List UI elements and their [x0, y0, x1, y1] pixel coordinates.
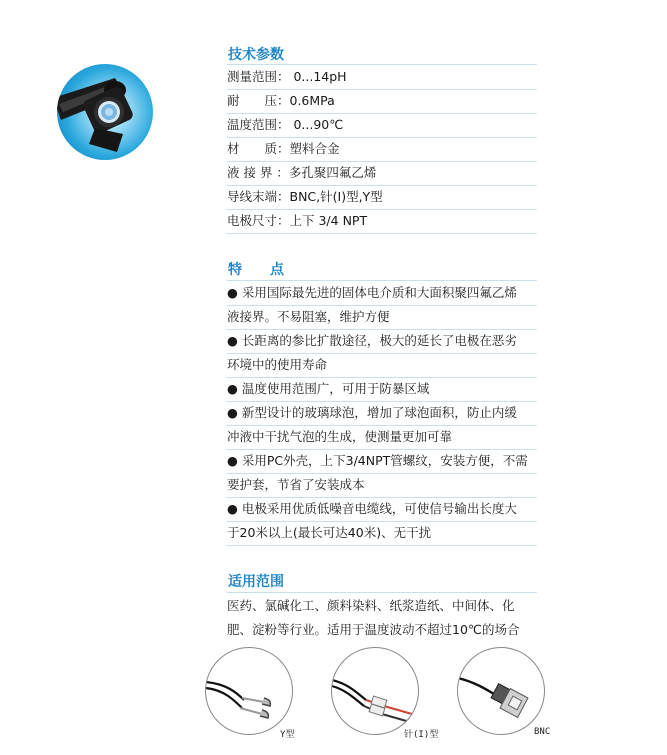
connector-y-label: Y型	[280, 730, 295, 740]
feature-line: ● 长距离的参比扩散途径，极大的延长了电极在恶劣	[227, 329, 537, 354]
spec-title: 技术参数	[228, 47, 284, 63]
applications-title-divider	[227, 592, 537, 593]
feature-line: ● 采用国际最先进的固体电介质和大面积聚四氟乙烯	[227, 281, 537, 306]
connector-pin-label: 针(I)型	[404, 730, 439, 740]
feature-line: ● 采用PC外壳，上下3/4NPT管螺纹，安装方便，不需	[227, 449, 537, 474]
feature-line: 液接界。不易阻塞，维护方便	[227, 305, 537, 330]
features-title: 特 点	[228, 262, 284, 278]
spec-row: 液 接 界 ：多孔聚四氟乙烯	[227, 161, 537, 186]
spec-row: 电极尺寸：上下 3/4 NPT	[227, 209, 537, 234]
spec-row: 耐 压：0.6MPa	[227, 89, 537, 114]
spec-row: 导线末端：BNC,针(I)型,Y型	[227, 185, 537, 210]
spec-row: 测量范围： 0...14pH	[227, 65, 537, 90]
spec-row: 温度范围： 0...90℃	[227, 113, 537, 138]
applications-line: 医药、氯碱化工、颜料染料、纸浆造纸、中间体、化	[227, 598, 515, 613]
feature-line: ● 新型设计的玻璃球泡，增加了球泡面积，防止内缓	[227, 401, 537, 426]
electrode-photo	[57, 64, 153, 160]
connector-bnc-label: BNC	[534, 727, 551, 737]
connector-pin-illustration	[331, 647, 419, 735]
feature-line: ● 温度使用范围广，可用于防暴区域	[227, 377, 537, 402]
feature-line: ● 电极采用优质低噪音电缆线，可使信号输出长度大	[227, 497, 537, 522]
applications-title: 适用范围	[228, 574, 284, 590]
applications-line: 肥、淀粉等行业。适用于温度波动不超过10℃的场合	[227, 622, 520, 637]
feature-line: 环境中的使用寿命	[227, 353, 537, 378]
connector-y-illustration	[205, 647, 293, 735]
connector-bnc-illustration	[457, 647, 545, 735]
feature-line: 要护套，节省了安装成本	[227, 473, 537, 498]
feature-line: 于20米以上(最长可达40米)、无干扰	[227, 521, 537, 546]
spec-row: 材 质：塑料合金	[227, 137, 537, 162]
feature-line: 冲液中干扰气泡的生成，使测量更加可靠	[227, 425, 537, 450]
electrode-illustration	[57, 64, 153, 160]
